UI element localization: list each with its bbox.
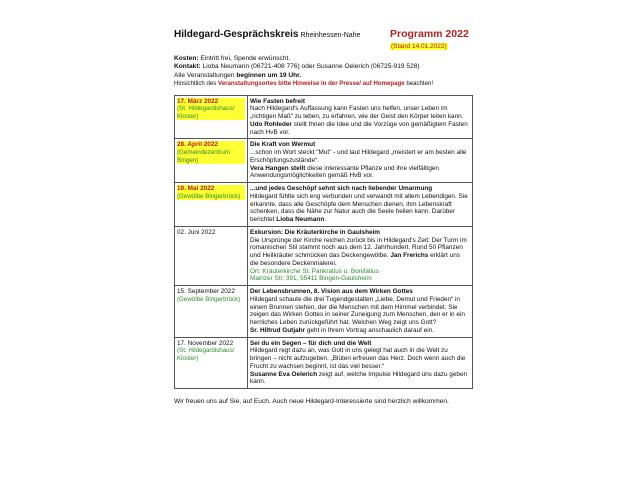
event-text-part: Hildegard schaute die drei Tugendgestalten „Liebe, Demut und Frieden“ in einem Brunnen stehen, der die Menschen mit dem Himmel verbindet. Sie zeigen das Wirken Gottes in seiner Zuneigung zum Menschen, den er in ein herrliches Leben zurückgeführt hat. Welchen Weg zeigt uns Gott? bbox=[250, 295, 465, 327]
event-text-part: Hildegard regt dazu an, was Gott in uns gelegt hat auch in die Welt zu bringen – nicht aufzugeben. „Blüten erfreuen das Herz. Doch wenn auch die Frucht zu wachsen beginnt, ist das viel besser.“ bbox=[250, 347, 466, 370]
events-table bbox=[174, 95, 473, 390]
event-date: 15. September 2022 bbox=[177, 288, 235, 296]
event-speaker: Lioba Neumann bbox=[276, 216, 325, 224]
event-text-part: ...schon im Wort steckt "Mut" - und laut Hildegard „meistert er am besten alle Erschöpfungszustände“. bbox=[250, 149, 467, 164]
event-speaker: Jan Frerichs bbox=[390, 252, 429, 260]
event-description-cell bbox=[248, 183, 473, 227]
event-row bbox=[175, 95, 473, 139]
footer-text: Wir freuen uns auf Sie, auf Euch. Auch neue Hildegard-Interessierte sind herzlich willkommen. bbox=[174, 398, 449, 406]
event-text-part: erklärt uns die besondere Deckenmalerei. bbox=[250, 252, 460, 267]
event-row bbox=[175, 337, 473, 389]
event-row bbox=[175, 139, 473, 183]
event-text-part: Hildegard fühlte sich eng verbunden und verwandt mit allem Lebendigen. Sie erkannte, dass alle Geschöpfe dem Menschen dienen, ihm Lebenskraft schenken, dass die Nähe zur Natur auch die Seele heilen kann. Darüber berichtet bbox=[250, 192, 468, 224]
kosten-line: Kosten: Eintritt frei, Spende erwünscht. bbox=[174, 55, 291, 62]
event-text bbox=[250, 105, 470, 136]
event-speaker: Sr. Hiltrud Gutjahr bbox=[250, 326, 306, 334]
event-text-part: zeigt auf, welche Impulse Hildegard uns dazu geben kann. bbox=[250, 370, 468, 386]
event-location: (St. Hildegardishaus/ Kloster) bbox=[177, 347, 235, 362]
header bbox=[174, 28, 470, 53]
event-location: (Gewölbe Bingerbrück) bbox=[177, 295, 241, 303]
event-date: 02. Juni 2022 bbox=[177, 228, 216, 236]
event-date-cell bbox=[175, 183, 248, 227]
event-date-cell bbox=[175, 226, 248, 285]
event-address: Mainzer Str. 391, 55411 Bingen-Gaulsheim bbox=[250, 275, 372, 283]
event-title: Sei du ein Segen – für dich und die Welt bbox=[250, 339, 372, 347]
event-row bbox=[175, 226, 473, 285]
page-title: Hildegard-Gesprächskreis Rheinhessen-Nahe bbox=[174, 29, 361, 40]
event-title: Der Lebensbrunnen, 8. Vision aus dem Wirken Gottes bbox=[250, 288, 413, 296]
event-row bbox=[175, 183, 473, 227]
event-date: 17. November 2022 bbox=[177, 339, 234, 347]
event-date: 17. März 2022 bbox=[177, 98, 245, 106]
event-speaker: Susanne Eva Oelerich bbox=[250, 370, 318, 378]
event-description-cell bbox=[248, 95, 473, 139]
stand-date: (Stand 14.01.2022) bbox=[391, 43, 447, 50]
intro-block bbox=[174, 55, 470, 89]
event-title: Wie Fasten befreit bbox=[250, 97, 305, 105]
event-location: (Gewölbe Bingerbrück) bbox=[177, 193, 245, 200]
location-note-line: Hinsichtlich des Veranstaltungsortes bitte Hinweise in der Presse/ auf Homepage beachten! bbox=[174, 80, 434, 88]
event-date: 28. April 2022 bbox=[177, 141, 245, 149]
event-text-part: geht in Ihrem Vortrag anschaulich darauf ein. bbox=[305, 326, 435, 334]
event-text bbox=[250, 149, 470, 180]
programm-heading: Programm 2022 bbox=[390, 28, 469, 40]
event-text-part: stellt Ihnen die Idee und die Vorzüge von gemäßigtem Fasten nach HvB vor. bbox=[250, 120, 468, 136]
event-text-part: Die Ursprünge der Kirche reichen zurück bis in Hildegard's Zeit: Der Turm im romanischen Stil stammt noch aus dem 12. Jahrhundert. Rund 50 Pflanzen und Heilkräuter schmücken das Deckengewölbe. bbox=[250, 236, 467, 260]
event-text-part: diese interessante Pflanze und ihre vielfältigen Anwendungsmöglichkeiten gemäß HvB vor. bbox=[250, 164, 439, 180]
event-text-part: Nach Hildegard's Auffassung kann Fasten uns helfen, unser Leben im „richtigen Maß“ zu leben, zu erfahren, wie der Geist den Körper leiten kann. bbox=[250, 105, 464, 121]
event-date-cell bbox=[175, 286, 248, 338]
event-description-cell bbox=[248, 139, 473, 183]
program-page bbox=[174, 28, 470, 407]
event-title: Exkursion: Die Kräuterkirche in Gaulsheim bbox=[250, 228, 380, 236]
event-location: (Gemeindezentrum Bingen) bbox=[177, 149, 245, 164]
event-title: Die Kraft von Wermut bbox=[250, 141, 316, 149]
event-speaker: Udo Rohleder bbox=[250, 120, 292, 128]
event-date-cell bbox=[175, 337, 248, 389]
start-time-line: Alle Veranstaltungen beginnen um 19 Uhr. bbox=[174, 71, 302, 79]
event-address: Ort: Kräuterkirche St. Pankratius u. Bonifatius bbox=[250, 267, 379, 275]
event-text-part: . bbox=[324, 216, 327, 224]
event-description-cell bbox=[248, 226, 473, 285]
event-row bbox=[175, 286, 473, 338]
event-date-cell bbox=[175, 95, 248, 139]
event-description-cell bbox=[248, 286, 473, 338]
event-title: ...und jedes Geschöpf sehnt sich nach liebender Umarmung bbox=[250, 185, 433, 193]
event-text bbox=[250, 237, 470, 268]
page-subtitle: Rheinhessen-Nahe bbox=[300, 32, 361, 39]
event-date: 19. Mai 2022 bbox=[177, 185, 245, 193]
event-text bbox=[250, 347, 470, 386]
event-description-cell bbox=[248, 337, 473, 389]
event-location: (St. Hildegardishaus/ Kloster) bbox=[177, 105, 245, 120]
event-text bbox=[250, 193, 470, 224]
event-speaker: Vera Hangen stellt bbox=[250, 164, 306, 172]
event-date-cell bbox=[175, 139, 248, 183]
kontakt-line: Kontakt: Lioba Neumann (06721-408 776) oder Susanne Oelerich (06725-919 528) bbox=[174, 63, 420, 71]
event-text bbox=[250, 296, 470, 335]
